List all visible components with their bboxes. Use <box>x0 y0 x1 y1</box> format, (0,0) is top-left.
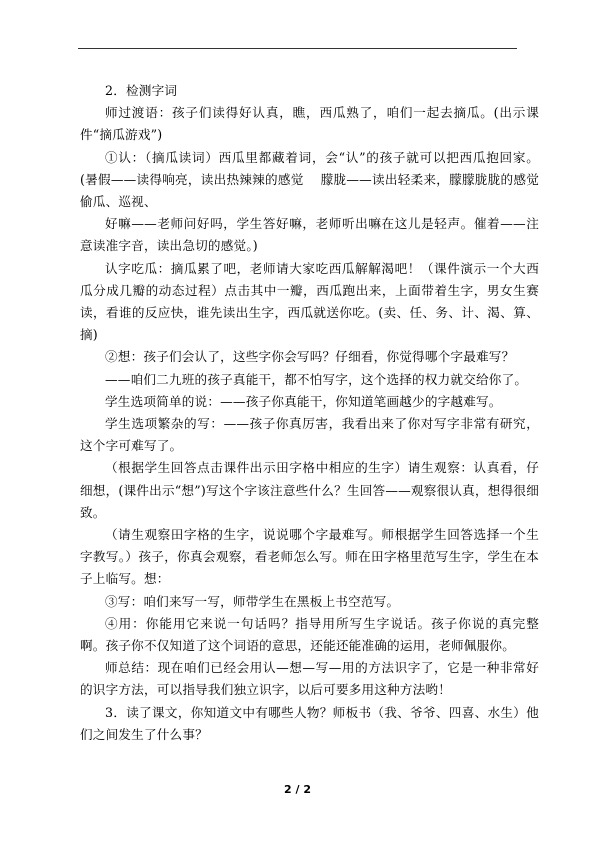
paragraph-choice: ——咱们二九班的孩子真能干，都不怕写字，这个选择的权力就交给你了。 <box>105 371 528 387</box>
paragraph-complex-option: 学生选项繁杂的写：——孩子你真厉害，我看出来了你对写字非常有研究，这个字可难写了。 <box>80 416 539 454</box>
paragraph-observe-grid: （请生观察田字格的生字，说说哪个字最难写。师根据学生回答选择一个生字教写。）孩子，你真会观察，看老师怎么写。师在田字格里范写生字，学生在本子上临写。想： <box>80 527 539 587</box>
page-number: 2 / 2 <box>284 783 311 796</box>
paragraph-recognize: ①认：（摘瓜读词）西瓜里都藏着词，会“认”的孩子就可以把西瓜抱回家。(暑假——读得响亮，读出热辣辣的感觉 朦胧——读出轻柔来，朦朦胧胧的感觉 偷瓜、巡视、 <box>80 149 552 210</box>
document-body <box>80 80 552 746</box>
paragraph-transition: 师过渡语：孩子们读得好认真，瞧，西瓜熟了，咱们一起去摘瓜。(出示课件“摘瓜游戏”) <box>80 105 539 143</box>
paragraph-use: ④用：你能用它来说一句话吗？指导用所写生字说话。孩子你说的真完整啊。孩子你不仅知道了这个词语的意思，还能还能准确的运用，老师佩服你。 <box>80 615 539 654</box>
paragraph-write: ③写：咱们来写一写，师带学生在黑板上书空范写。 <box>105 593 400 609</box>
paragraph-eat-melon: 认字吃瓜：摘瓜累了吧，老师请大家吃西瓜解解渴吧！（课件演示一个大西瓜分成几瓣的动态过程）点击其中一瓣，西瓜跑出来，上面带着生字，男女生赛读，看谁的反应快，谁先读出生字，西瓜就送你吃。(卖、任、务、计、渴、算、摘) <box>80 260 539 343</box>
paragraph-observe: （根据学生回答点击课件出示田字格中相应的生字）请生观察：认真看，仔细想，(课件出示“想”)写这个字该注意些什么？生回答——观察很认真，想得很细致。 <box>80 460 539 520</box>
section-heading-characters: 3．读了课文，你知道文中有哪些人物？师板书（我、爷爷、四喜、水生）他们之间发生了什么事？ <box>80 704 539 742</box>
paragraph-think: ②想：孩子们会认了，这些字你会写吗？仔细看，你觉得哪个字最难写？ <box>105 349 515 365</box>
paragraph-simple-option: 学生选项简单的说：——孩子你真能干，你知道笔画越少的字越难写。 <box>105 393 502 409</box>
header-rule <box>78 48 517 49</box>
section-heading-check-words: 2．检测字词 <box>105 83 178 98</box>
paragraph-summary: 师总结：现在咱们已经会用认—想—写—用的方法识字了，它是一种非常好的识字方法，可以指导我们独立识字，以后可要多用这种方法哟！ <box>80 660 539 698</box>
paragraph-recognize-continued: 好嘛——老师问好吗，学生答好嘛，老师听出嘛在这儿是轻声。催着——注意读准字音，读出急切的感觉。) <box>80 216 539 254</box>
